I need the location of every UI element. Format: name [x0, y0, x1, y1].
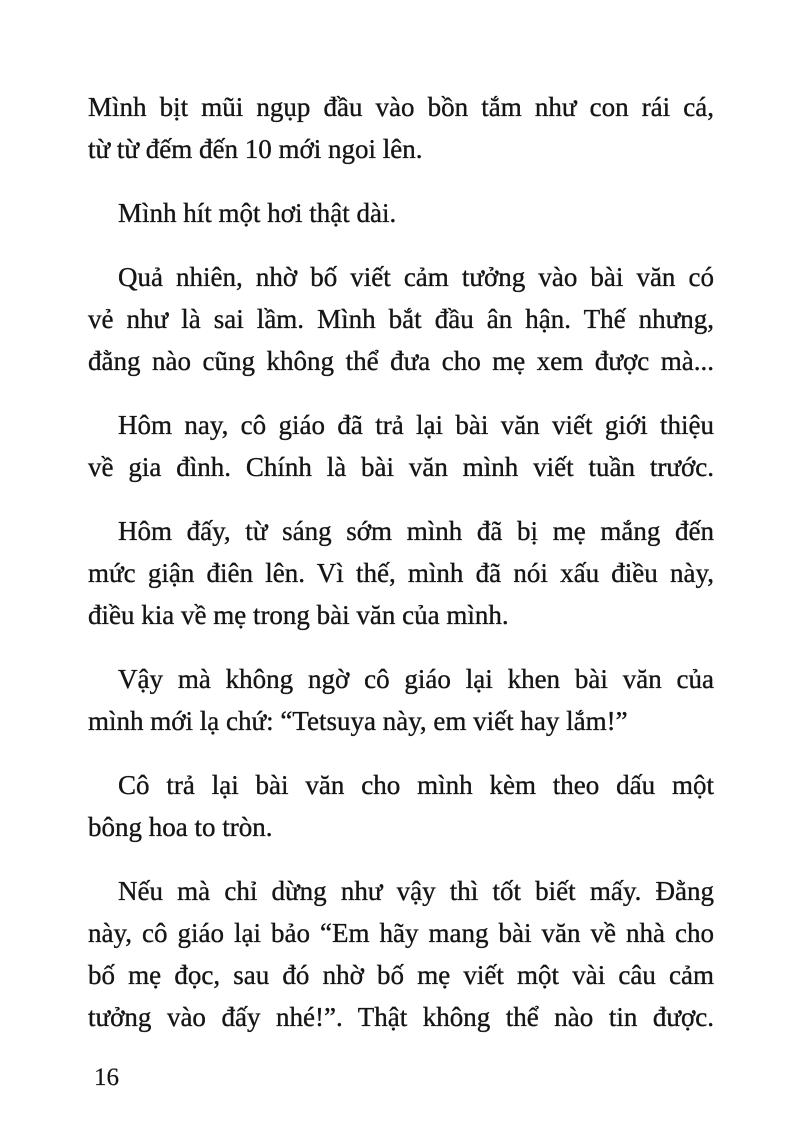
text-line: mình mới lạ chứ: “Tetsuya này, em viết hay lắm!” [88, 706, 628, 736]
paragraph [88, 256, 714, 382]
paragraph [88, 658, 714, 742]
text-line: điều kia về mẹ trong bài văn của mình. [88, 600, 509, 630]
text-line: Quả nhiên, nhờ bố viết cảm tưởng vào bài văn có [118, 262, 714, 292]
paragraph [88, 86, 714, 170]
page-number: 16 [94, 1064, 119, 1091]
page-text [88, 86, 714, 1038]
text-line: Hôm nay, cô giáo đã trả lại bài văn viết giới thiệu [118, 410, 714, 440]
text-line: về gia đình. Chính là bài văn mình viết tuần trước. [88, 452, 714, 482]
text-line: Hôm đấy, từ sáng sớm mình đã bị mẹ mắng đến [118, 516, 714, 546]
text-line: từ từ đếm đến 10 mới ngoi lên. [88, 134, 423, 164]
paragraph [88, 764, 714, 848]
text-line: đằng nào cũng không thể đưa cho mẹ xem được mà... [88, 346, 714, 376]
text-line: bố mẹ đọc, sau đó nhờ bố mẹ viết một vài câu cảm [88, 960, 714, 990]
paragraph [88, 192, 714, 234]
paragraph [88, 870, 714, 1038]
text-line: Cô trả lại bài văn cho mình kèm theo dấu một [118, 770, 714, 800]
paragraph [88, 510, 714, 636]
text-line: Mình hít một hơi thật dài. [118, 198, 397, 228]
text-line: mức giận điên lên. Vì thế, mình đã nói xấu điều này, [88, 558, 714, 588]
paragraph [88, 404, 714, 488]
text-line: Vậy mà không ngờ cô giáo lại khen bài văn của [118, 664, 714, 694]
text-line: tưởng vào đấy nhé!”. Thật không thể nào tin được. [88, 1002, 714, 1032]
text-line: bông hoa to tròn. [88, 812, 273, 842]
text-line: Mình bịt mũi ngụp đầu vào bồn tắm như con rái cá, [88, 92, 714, 122]
text-line: vẻ như là sai lầm. Mình bắt đầu ân hận. Thế nhưng, [88, 304, 714, 334]
text-line: này, cô giáo lại bảo “Em hãy mang bài văn về nhà cho [88, 918, 714, 948]
text-line: Nếu mà chỉ dừng như vậy thì tốt biết mấy. Đằng [118, 876, 714, 906]
